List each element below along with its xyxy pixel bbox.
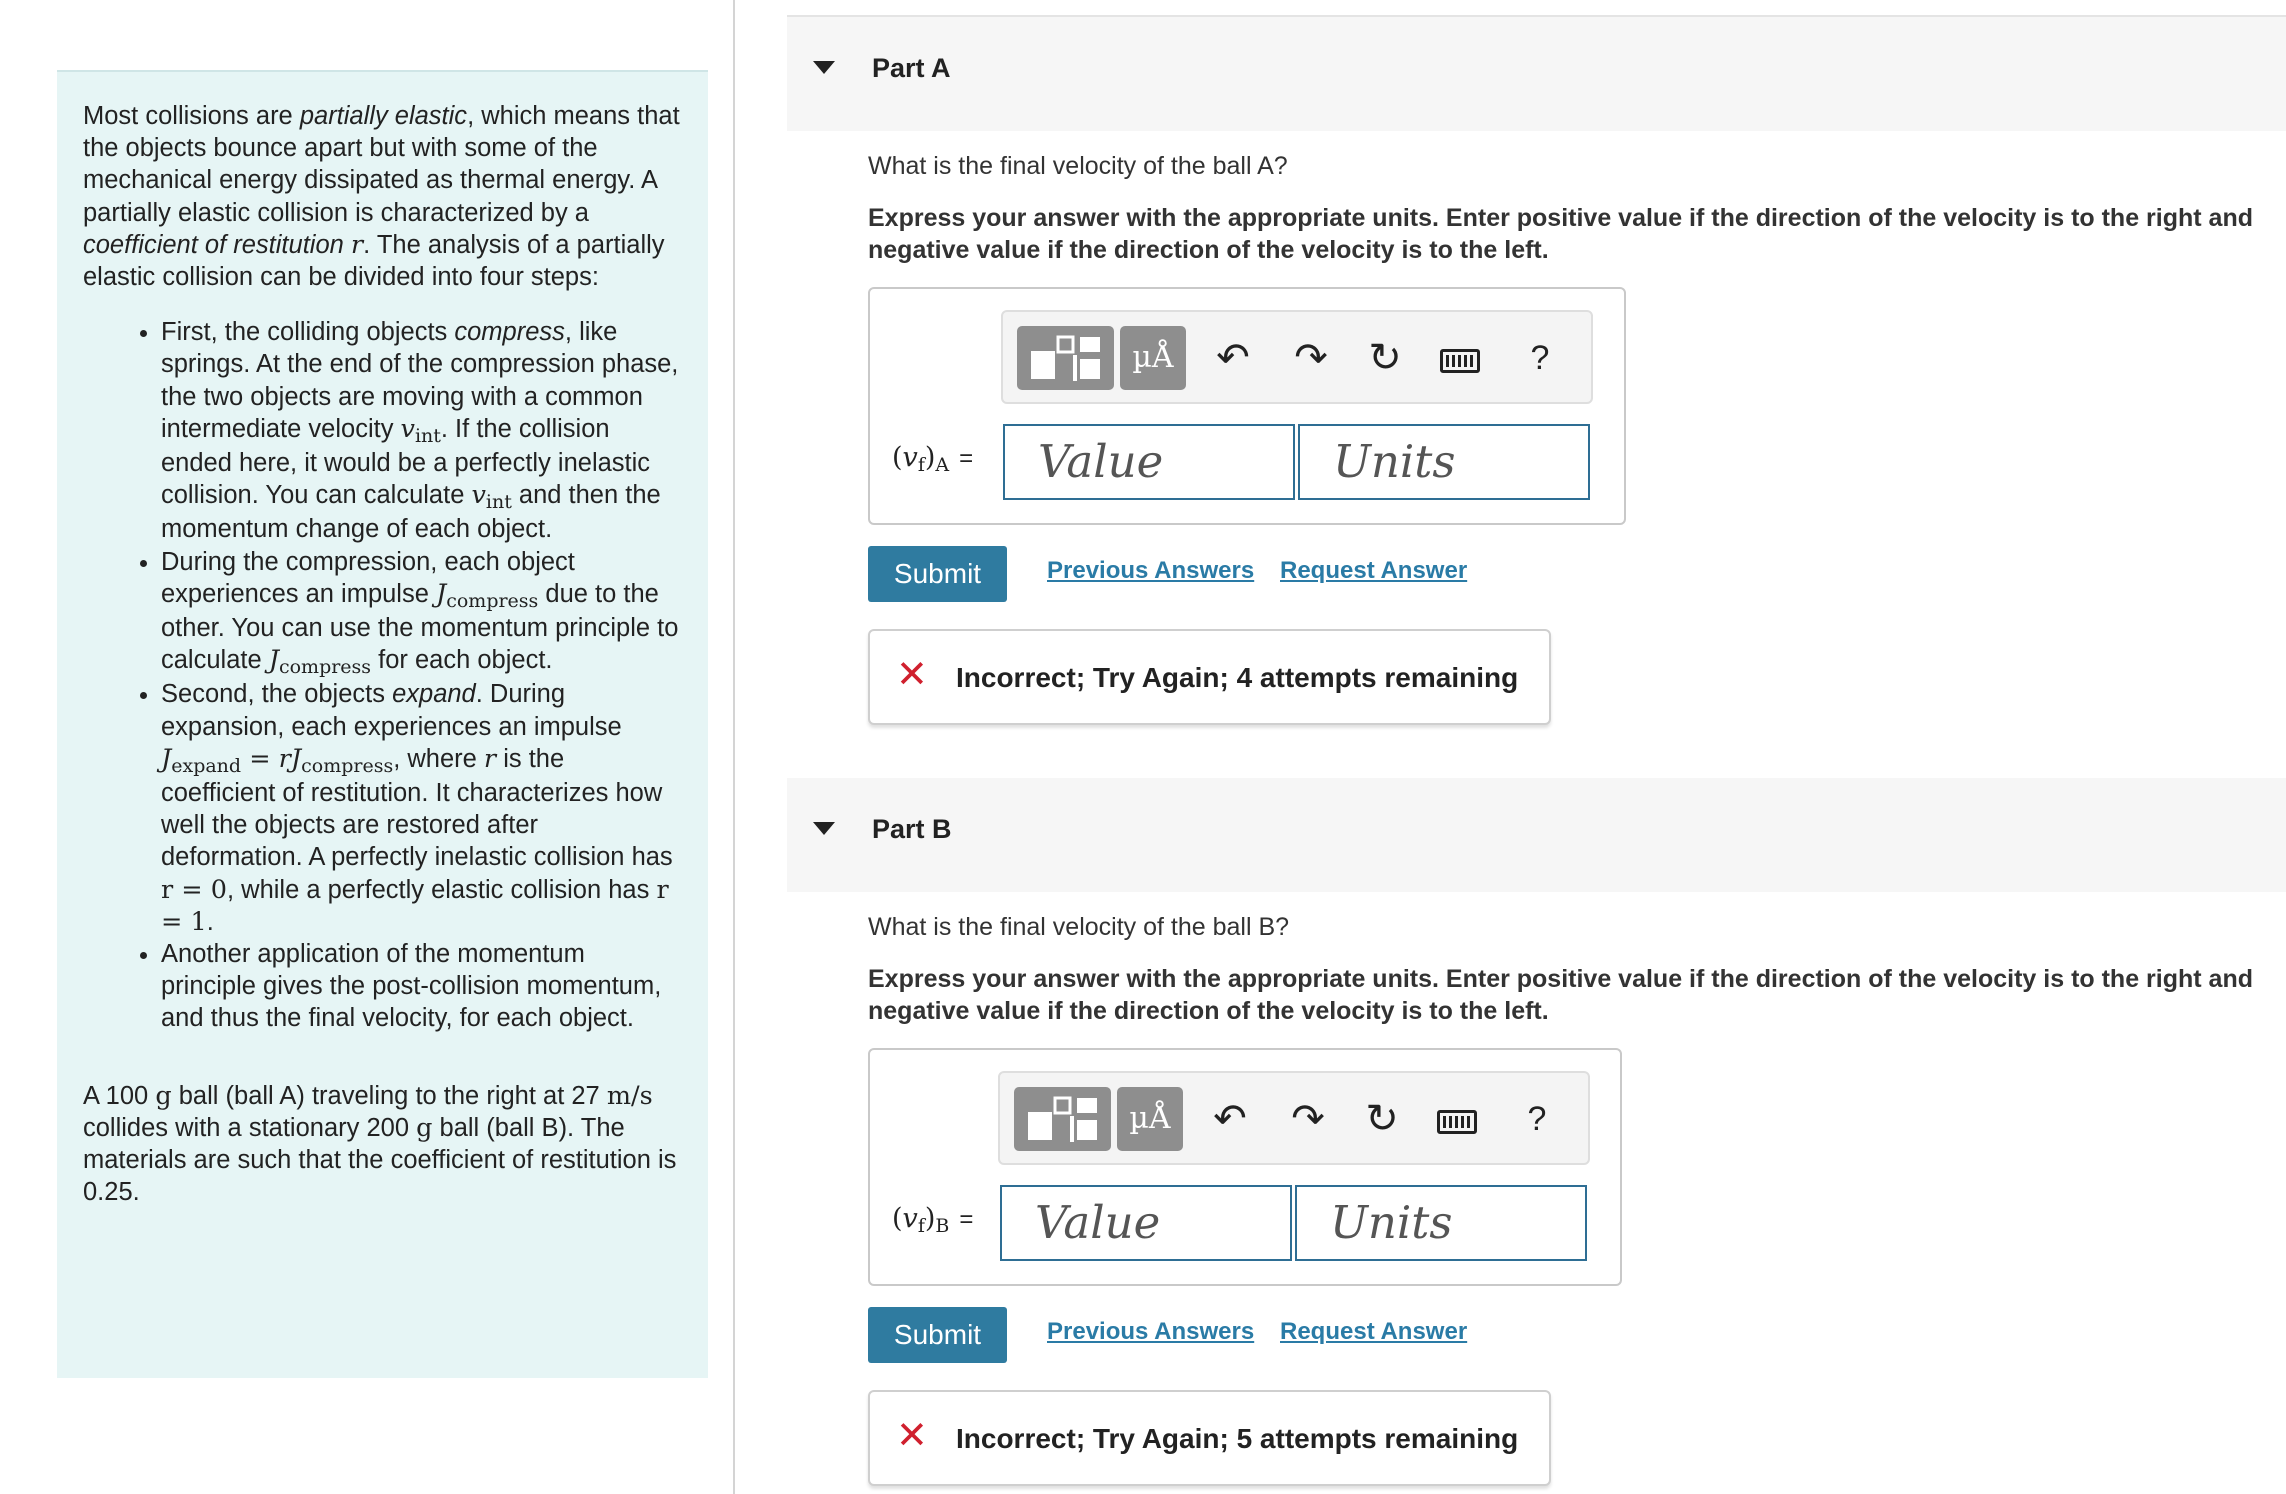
intro-text: Most collisions are: [83, 102, 300, 130]
value-input[interactable]: [1000, 1185, 1292, 1261]
scenario-text: collides with a stationary 200: [83, 1113, 417, 1142]
step-text: is the coefficient of restitution. It characterizes how well the objects are restored after deformation. A perfectly inelastic collision has: [161, 744, 673, 872]
scenario-text: ball (ball B). The materials are such that the coefficient of restitution is 0.25.: [83, 1113, 677, 1207]
scenario-text: A 100: [83, 1081, 156, 1110]
math-sub: expand: [171, 754, 242, 777]
units-button[interactable]: µÅ: [1117, 1087, 1183, 1151]
help-icon[interactable]: ?: [1530, 339, 1550, 377]
step-text: , where: [393, 744, 484, 773]
part-b-title: Part B: [872, 814, 952, 844]
help-icon[interactable]: ?: [1527, 1100, 1547, 1138]
part-a-question: What is the final velocity of the ball A?: [868, 152, 1288, 180]
part-a-answer-box: [868, 287, 1626, 525]
units-input[interactable]: [1295, 1185, 1587, 1261]
label-ball: B: [935, 1215, 950, 1237]
templates-button[interactable]: [1017, 326, 1114, 390]
step-item: [161, 546, 682, 679]
math-J: J: [161, 743, 172, 774]
problem-statement: [57, 70, 708, 1378]
collapse-triangle-icon[interactable]: [813, 822, 835, 835]
intro-paragraph: [83, 100, 682, 293]
step-text: , while a perfectly elastic collision has: [227, 875, 657, 904]
label-ball: A: [935, 454, 950, 476]
templates-icon: [1014, 1087, 1111, 1151]
step-text: During the compression, each object experiences an impulse: [161, 547, 575, 608]
math-J: J: [435, 578, 447, 609]
part-b-header[interactable]: [787, 778, 2286, 892]
units-placeholder: Units: [1333, 435, 1456, 488]
step-text: due to the other. You can use the momentum principle to calculate: [161, 579, 679, 675]
redo-icon[interactable]: ↷: [1291, 1097, 1325, 1141]
keyboard-icon[interactable]: [1437, 1110, 1477, 1134]
label-f: f: [917, 454, 925, 476]
math-toolbar: [1001, 310, 1593, 404]
part-b-question: What is the final velocity of the ball B?: [868, 913, 1290, 941]
keyboard-icon[interactable]: [1440, 349, 1480, 373]
step-text: for each object.: [371, 646, 553, 675]
math-r: r: [350, 229, 364, 260]
templates-icon: [1017, 326, 1114, 390]
column-divider: [733, 0, 735, 1494]
label-v: v: [902, 442, 918, 473]
step-text: Another application of the momentum principle gives the post-collision momentum, and thus the final velocity, for each object.: [161, 940, 662, 1033]
reset-icon[interactable]: ↻: [1365, 1097, 1399, 1141]
redo-icon[interactable]: ↷: [1294, 336, 1328, 380]
part-b-instructions: Express your answer with the appropriate units. Enter positive value if the direction of the velocity is to the right and negative value if the direction of the velocity is to the left.: [868, 965, 2253, 1025]
step-item: [161, 938, 682, 1035]
part-b-request-answer-link[interactable]: Request Answer: [1280, 1318, 1468, 1345]
templates-button[interactable]: [1014, 1087, 1111, 1151]
step-text: .: [206, 907, 214, 936]
intro-emphasis-coefficient: coefficient of restitution: [83, 230, 344, 259]
value-input[interactable]: [1003, 424, 1295, 500]
intro-emphasis-partially-elastic: partially elastic: [299, 102, 468, 130]
undo-icon[interactable]: ↶: [1213, 1097, 1247, 1141]
unit-g: g: [416, 1112, 433, 1143]
step-item: [161, 678, 682, 938]
intro-text: . The analysis of a partially elastic collision can be divided into four steps:: [83, 230, 665, 292]
math-J: J: [268, 645, 279, 676]
step-text: , like springs. At the end of the compression phase, the two objects are moving with a common intermediate velocity: [161, 318, 679, 443]
part-b-variable-label: (vf)B =: [892, 1203, 974, 1237]
math-eq: =: [241, 743, 279, 774]
math-r-one: r = 1: [161, 874, 669, 937]
step-text: First, the colliding objects: [161, 318, 455, 347]
part-b-submit-button[interactable]: Submit: [868, 1307, 1007, 1363]
math-sub: int: [414, 424, 441, 447]
incorrect-icon: ✕: [896, 654, 928, 696]
intro-text: , which means that the objects bounce apart but with some of the mechanical energy dissipated as thermal energy. A partially elastic collision is characterized by a: [83, 102, 680, 227]
math-sub: compress: [446, 589, 539, 612]
math-r: r: [483, 743, 497, 774]
step-text: Second, the objects: [161, 680, 393, 709]
label-equals: =: [959, 1206, 974, 1233]
units-input[interactable]: [1298, 424, 1590, 500]
part-b-answer-box: [868, 1048, 1622, 1286]
step-item: [161, 316, 682, 545]
math-J: J: [290, 743, 302, 774]
label-v: v: [902, 1203, 918, 1234]
feedback-message: Incorrect; Try Again; 4 attempts remaining: [956, 662, 1519, 693]
unit-g: g: [155, 1080, 172, 1111]
math-sub: compress: [301, 754, 394, 777]
incorrect-icon: ✕: [896, 1415, 928, 1457]
part-a-submit-button[interactable]: Submit: [868, 546, 1007, 602]
scenario-paragraph: [83, 1080, 682, 1209]
value-placeholder: Value: [1038, 435, 1164, 488]
math-sub: int: [485, 491, 512, 514]
scenario-text: ball (ball A) traveling to the right at 27: [171, 1081, 607, 1110]
part-b-previous-answers-link[interactable]: Previous Answers: [1047, 1318, 1255, 1345]
part-a-previous-answers-link[interactable]: Previous Answers: [1047, 557, 1255, 584]
part-b-feedback: [868, 1390, 1551, 1486]
part-a-request-answer-link[interactable]: Request Answer: [1280, 557, 1468, 584]
step-text: . During expansion, each experiences an impulse: [161, 680, 622, 741]
step-text: . If the collision ended here, it would be a perfectly inelastic collision. You can calculate: [161, 414, 651, 510]
units-button[interactable]: µÅ: [1120, 326, 1186, 390]
label-equals: =: [959, 445, 974, 472]
undo-icon[interactable]: ↶: [1216, 336, 1250, 380]
part-a-instructions: Express your answer with the appropriate units. Enter positive value if the direction of the velocity is to the right and negative value if the direction of the velocity is to the left.: [868, 204, 2253, 264]
math-sub: compress: [278, 656, 372, 679]
part-a-title: Part A: [872, 53, 951, 83]
math-v: v: [400, 413, 415, 444]
collapse-triangle-icon[interactable]: [813, 61, 835, 74]
value-placeholder: Value: [1035, 1196, 1161, 1249]
units-placeholder: Units: [1330, 1196, 1453, 1249]
reset-icon[interactable]: ↻: [1368, 336, 1402, 380]
unit-ms: m/s: [606, 1080, 653, 1111]
part-a-header[interactable]: [787, 17, 2286, 131]
math-v: v: [471, 480, 486, 511]
feedback-message: Incorrect; Try Again; 5 attempts remaining: [956, 1423, 1519, 1454]
part-a-variable-label: (vf)A =: [892, 442, 974, 476]
math-toolbar: [998, 1071, 1590, 1165]
math-r: r: [278, 743, 291, 774]
steps-list: [83, 316, 682, 1034]
math-r-zero: r = 0: [161, 874, 227, 905]
label-f: f: [917, 1215, 925, 1237]
step-emphasis: compress: [454, 318, 565, 347]
part-a-feedback: [868, 629, 1551, 725]
step-emphasis: expand: [392, 680, 476, 709]
step-text: and then the momentum change of each object.: [161, 481, 661, 544]
